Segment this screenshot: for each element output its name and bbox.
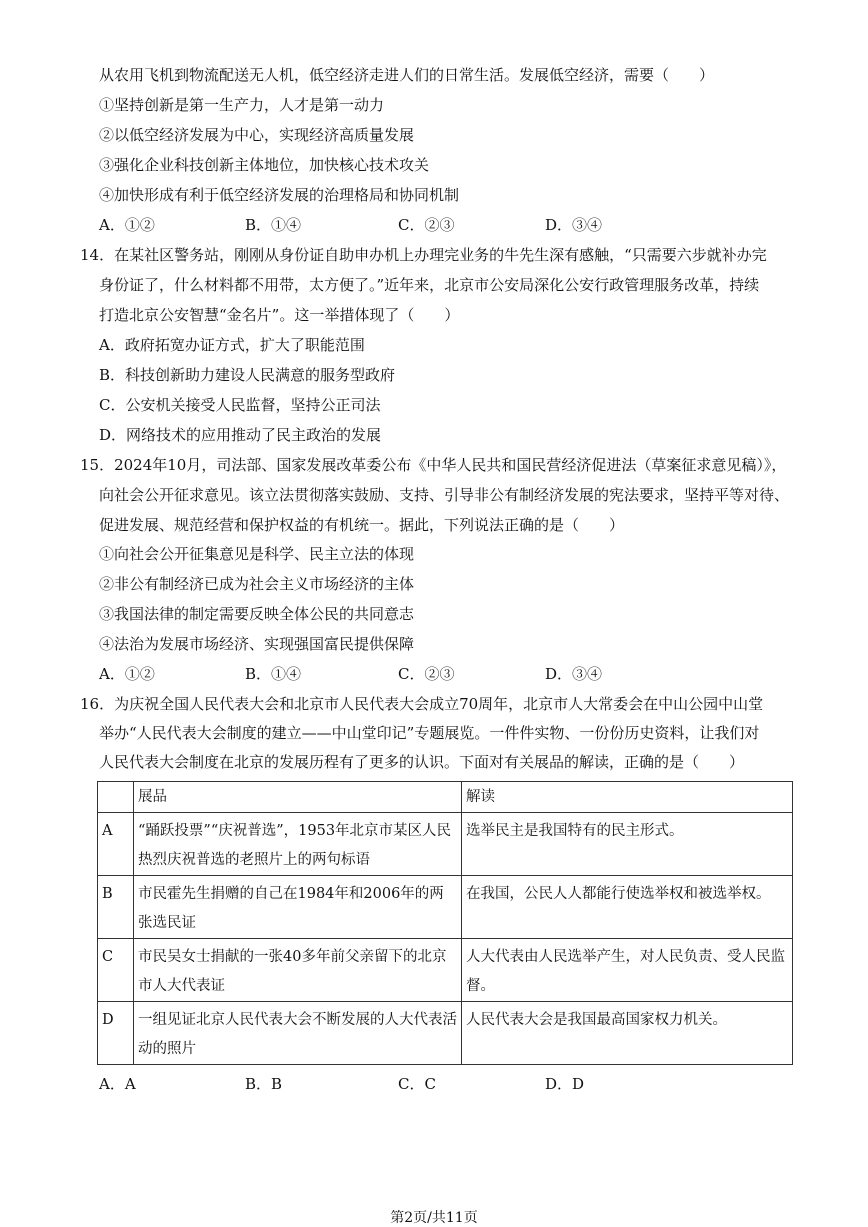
row-reading: 人民代表大会是我国最高国家权力机关。 xyxy=(462,1002,793,1065)
row-key: A xyxy=(98,813,134,876)
row-exhibit: “踊跃投票”“庆祝普选”，1953年北京市某区人民热烈庆祝普选的老照片上的两句标语 xyxy=(134,813,462,876)
table-header-reading: 解读 xyxy=(462,782,793,813)
q14-option-c: C．公安机关接受人民监督，坚持公正司法 xyxy=(99,396,381,414)
table-header-row xyxy=(98,782,793,813)
q15-option-c: C．②③ xyxy=(398,665,455,683)
row-key: D xyxy=(98,1002,134,1065)
q16-option-b: B．B xyxy=(245,1075,283,1093)
q15-option-d: D．③④ xyxy=(545,665,603,683)
q15-item-2: ②非公有制经济已成为社会主义市场经济的主体 xyxy=(99,575,415,593)
q15-stem-line-3: 促进发展、规范经营和保护权益的有机统一。据此，下列说法正确的是（ ） xyxy=(99,516,625,534)
row-reading: 人大代表由人民选举产生，对人民负责、受人民监督。 xyxy=(462,939,793,1002)
row-key: C xyxy=(98,939,134,1002)
q14-option-a: A．政府拓宽办证方式，扩大了职能范围 xyxy=(99,336,365,354)
q15-option-a: A．①② xyxy=(99,665,155,683)
q14-option-d: D．网络技术的应用推动了民主政治的发展 xyxy=(99,426,382,444)
table-row xyxy=(98,813,793,876)
row-exhibit: 一组见证北京人民代表大会不断发展的人大代表活动的照片 xyxy=(134,1002,462,1065)
q14-stem-line-3: 打造北京公安智慧“金名片”。这一举措体现了（ ） xyxy=(99,306,460,324)
row-exhibit: 市民吴女士捐献的一张40多年前父亲留下的北京市人大代表证 xyxy=(134,939,462,1002)
table-row xyxy=(98,876,793,939)
q16-option-d: D．D xyxy=(545,1075,585,1093)
table-row xyxy=(98,1002,793,1065)
q14-stem-line-1: 14．在某社区警务站，刚刚从身份证自助申办机上办理完业务的牛先生深有感触，“只需要六步就补办完 xyxy=(80,246,767,264)
q13-item-1: ①坚持创新是第一生产力，人才是第一动力 xyxy=(99,96,385,114)
q13-option-a: A．①② xyxy=(99,216,155,234)
row-reading: 选举民主是我国特有的民主形式。 xyxy=(462,813,793,876)
q16-option-c: C．C xyxy=(398,1075,436,1093)
q16-stem-line-1: 16．为庆祝全国人民代表大会和北京市人民代表大会成立70周年，北京市人大常委会在中山公园中山堂 xyxy=(80,695,764,713)
q16-stem-line-2: 举办“人民代表大会制度的建立——中山堂印记”专题展览。一件件实物、一份份历史资料，让我们对 xyxy=(99,724,760,742)
q13-item-2: ②以低空经济发展为中心，实现经济高质量发展 xyxy=(99,126,415,144)
q14-option-b: B．科技创新助力建设人民满意的服务型政府 xyxy=(99,366,396,384)
q15-stem-line-1: 15．2024年10月，司法部、国家发展改革委公布《中华人民共和国民营经济促进法（草案征求意见稿）》， xyxy=(80,456,787,474)
q13-option-d: D．③④ xyxy=(545,216,603,234)
q16-option-a: A．A xyxy=(99,1075,136,1093)
row-exhibit: 市民霍先生捐赠的自己在1984年和2006年的两张选民证 xyxy=(134,876,462,939)
q15-item-3: ③我国法律的制定需要反映全体公民的共同意志 xyxy=(99,605,415,623)
q15-item-4: ④法治为发展市场经济、实现强国富民提供保障 xyxy=(99,635,415,653)
table-row xyxy=(98,939,793,1002)
q15-stem-line-2: 向社会公开征求意见。该立法贯彻落实鼓励、支持、引导非公有制经济发展的宪法要求，坚持平等对待、 xyxy=(99,486,790,504)
q16-stem-line-3: 人民代表大会制度在北京的发展历程有了更多的认识。下面对有关展品的解读，正确的是（ ） xyxy=(99,753,745,771)
q13-stem: 从农用飞机到物流配送无人机，低空经济走进人们的日常生活。发展低空经济，需要（ ） xyxy=(99,66,715,84)
table-header-exhibit: 展品 xyxy=(134,782,462,813)
row-reading: 在我国，公民人人都能行使选举权和被选举权。 xyxy=(462,876,793,939)
q13-item-3: ③强化企业科技创新主体地位，加快核心技术攻关 xyxy=(99,156,430,174)
q13-option-b: B．①④ xyxy=(245,216,302,234)
q14-stem-line-2: 身份证了，什么材料都不用带，太方便了。”近年来，北京市公安局深化公安行政管理服务改革，持续 xyxy=(99,276,760,294)
page-number-footer: 第2页/共11页 xyxy=(390,1210,478,1226)
q15-option-b: B．①④ xyxy=(245,665,302,683)
q13-option-c: C．②③ xyxy=(398,216,455,234)
exhibit-table xyxy=(97,781,793,1065)
table-header-key xyxy=(98,782,134,813)
q15-item-1: ①向社会公开征集意见是科学、民主立法的体现 xyxy=(99,545,415,563)
q13-item-4: ④加快形成有利于低空经济发展的治理格局和协同机制 xyxy=(99,186,460,204)
row-key: B xyxy=(98,876,134,939)
